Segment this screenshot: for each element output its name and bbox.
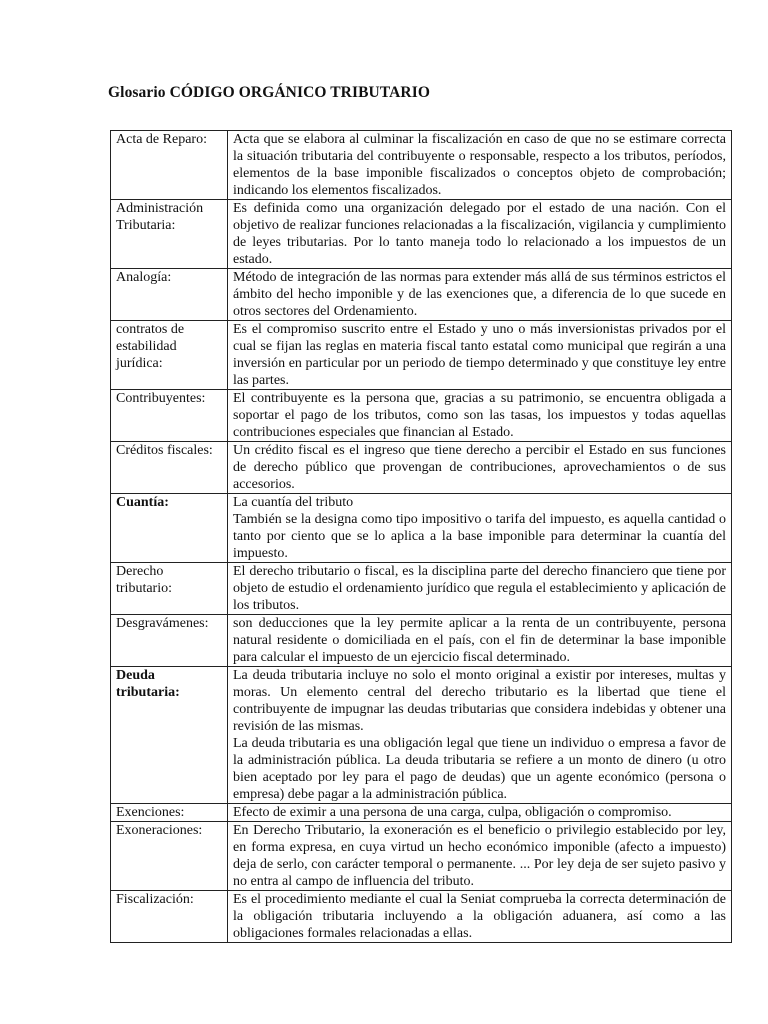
glossary-term: Desgravámenes: [111,615,228,667]
glossary-term: Fiscalización: [111,891,228,943]
glossary-term: Exenciones: [111,804,228,822]
definition-paragraph: La deuda tributaria incluye no solo el monto original a existir por intereses, multas y moras. Un elemento central del derecho tributario es la libertad que tiene el contribuyente de impugnar las deudas tributarias que considera indebidas y obtener una revisión de las mismas. [233,668,726,734]
glossary-row [111,563,732,615]
glossary-term: contratos de estabilidad jurídica: [111,321,228,390]
glossary-definition [228,131,732,200]
definition-paragraph: Efecto de eximir a una persona de una carga, culpa, obligación o compromiso. [233,805,672,820]
glossary-table [110,130,732,943]
glossary-row [111,200,732,269]
glossary-term: Derecho tributario: [111,563,228,615]
definition-paragraph: Es definida como una organización delegado por el estado de una nación. Con el objetivo de realizar funciones relacionadas a la fiscalización, vigilancia y cumplimiento de leyes tributarias. Por lo tanto maneja todo lo relacionado a los impuestos de un estado. [233,201,726,267]
definition-paragraph: Un crédito fiscal es el ingreso que tiene derecho a percibir el Estado en sus funciones de derecho público que provengan de contribuciones, aprovechamientos o de sus accesorios. [233,443,726,492]
glossary-definition [228,615,732,667]
glossary-body [111,131,732,943]
definition-paragraph: Es el procedimiento mediante el cual la Seniat comprueba la correcta determinación de la obligación tributaria incluyendo a la obligación aduanera, así como a las obligaciones formales relacionadas a ellas. [233,892,726,941]
glossary-row [111,390,732,442]
page-title: Glosario CÓDIGO ORGÁNICO TRIBUTARIO [108,84,430,101]
glossary-term: Cuantía: [111,494,228,563]
glossary-definition [228,891,732,943]
glossary-row [111,891,732,943]
glossary-row [111,667,732,804]
glossary-row [111,442,732,494]
definition-paragraph: Acta que se elabora al culminar la fiscalización en caso de que no se estimare correcta la situación tributaria del contribuyente o responsable, respecto a los tributos, períodos, elementos de la base imponible fiscalizados o conceptos objeto de comprobación; indicando los elementos fiscalizados. [233,132,726,198]
glossary-definition [228,667,732,804]
glossary-term: Exoneraciones: [111,822,228,891]
definition-paragraph: Método de integración de las normas para extender más allá de sus términos estrictos el ámbito del hecho imponible y de las exenciones que, a diferencia de lo que sucede en otros sectores del Ordenamiento. [233,270,726,319]
glossary-definition [228,200,732,269]
glossary-row [111,615,732,667]
glossary-definition [228,442,732,494]
glossary-definition [228,494,732,563]
glossary-term: Contribuyentes: [111,390,228,442]
glossary-term: Créditos fiscales: [111,442,228,494]
glossary-definition [228,390,732,442]
definition-paragraph: La deuda tributaria es una obligación legal que tiene un individuo o empresa a favor de la administración pública. La deuda tributaria se refiere a un monto de dinero (u otro bien aceptado por ley para el pago de deudas) que un agente económico (persona o empresa) debe pagar a la administración pública. [233,736,726,802]
definition-paragraph: En Derecho Tributario, la exoneración es el beneficio o privilegio establecido por ley, en forma expresa, en cuya virtud un hecho económico imponible (afecto a impuesto) deja de serlo, con carácter temporal o permanente. ... Por ley deja de ser sujeto pasivo y no entra al campo de influencia del tributo. [233,823,726,889]
definition-paragraph: También se la designa como tipo impositivo o tarifa del impuesto, es aquella cantidad o tanto por ciento que se lo aplica a la base imponible para determinar la cuantía del impuesto. [233,512,726,561]
glossary-row [111,321,732,390]
glossary-term: Deuda tributaria: [111,667,228,804]
glossary-definition [228,563,732,615]
definition-paragraph: El contribuyente es la persona que, gracias a su patrimonio, se encuentra obligada a soportar el pago de los tributos, como son las tasas, los impuestos y todas aquellas contribuciones especiales que financian al Estado. [233,391,726,440]
glossary-row [111,269,732,321]
glossary-row [111,822,732,891]
definition-paragraph: son deducciones que la ley permite aplicar a la renta de un contribuyente, persona natural residente o domiciliada en el país, con el fin de determinar la base imponible para calcular el impuesto de un ejercicio fiscal determinado. [233,616,726,665]
glossary-term: Analogía: [111,269,228,321]
glossary-row [111,131,732,200]
glossary-definition [228,269,732,321]
glossary-definition [228,804,732,822]
glossary-definition [228,822,732,891]
glossary-row [111,804,732,822]
glossary-row [111,494,732,563]
definition-paragraph: La cuantía del tributo [233,495,354,510]
glossary-term: Administración Tributaria: [111,200,228,269]
glossary-definition [228,321,732,390]
definition-paragraph: El derecho tributario o fiscal, es la disciplina parte del derecho financiero que tiene por objeto de estudio el ordenamiento jurídico que regula el establecimiento y aplicación de los tributos. [233,564,726,613]
definition-paragraph: Es el compromiso suscrito entre el Estado y uno o más inversionistas privados por el cual se fijan las reglas en materia fiscal tanto estatal como municipal que regirán a una inversión en particular por un periodo de tiempo determinado y que constituye ley entre las partes. [233,322,726,388]
glossary-term: Acta de Reparo: [111,131,228,200]
